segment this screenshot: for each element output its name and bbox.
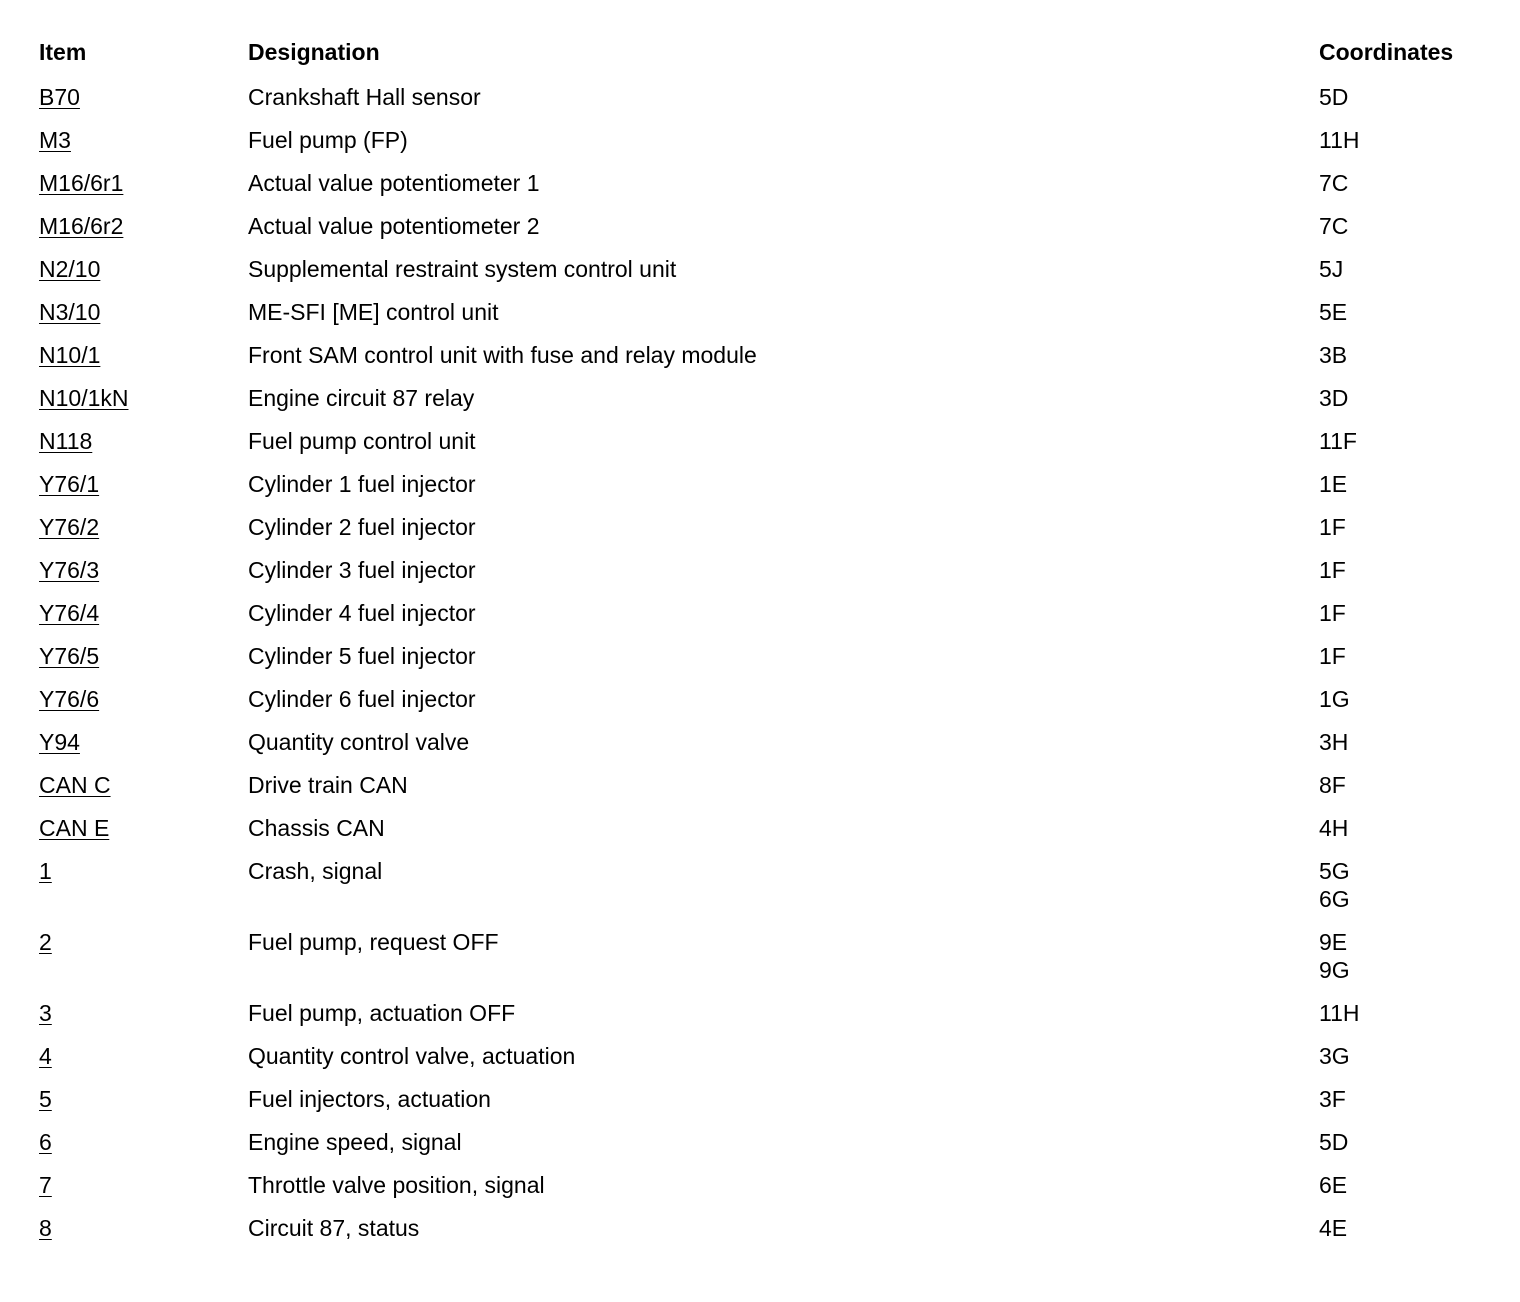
item-cell: [39, 685, 248, 713]
item-cell: [39, 1085, 248, 1113]
item-link[interactable]: Y76/6: [39, 686, 100, 712]
coordinates-cell: [1319, 169, 1479, 197]
designation-cell: Circuit 87, status: [248, 1215, 420, 1241]
item-link[interactable]: Y94: [39, 729, 80, 755]
table-row: [39, 678, 1479, 721]
item-link[interactable]: M16/6r2: [39, 213, 124, 239]
coordinates-cell: [1319, 1085, 1479, 1113]
coordinates-cell: [1319, 470, 1479, 498]
coordinate-value: 3B: [1319, 342, 1348, 368]
table-row: [39, 162, 1479, 205]
coordinate-value: 1F: [1319, 557, 1346, 583]
designation-cell: Actual value potentiometer 1: [248, 170, 540, 196]
coordinate-value: 1F: [1319, 514, 1346, 540]
legend-table: [39, 38, 1479, 1250]
coordinate-value: 4H: [1319, 815, 1349, 841]
table-row: [39, 377, 1479, 420]
table-row: [39, 992, 1479, 1035]
item-cell: [39, 513, 248, 541]
table-row: [39, 592, 1479, 635]
item-link[interactable]: 4: [39, 1043, 52, 1069]
item-cell: [39, 1171, 248, 1199]
item-cell: [39, 857, 248, 885]
coordinates-cell: [1319, 126, 1479, 154]
item-cell: [39, 83, 248, 111]
coordinates-cell: [1319, 1128, 1479, 1156]
item-cell: [39, 814, 248, 842]
item-cell: [39, 470, 248, 498]
designation-cell: Quantity control valve: [248, 729, 470, 755]
coordinates-cell: [1319, 771, 1479, 799]
coordinates-cell: [1319, 599, 1479, 627]
table-row: [39, 921, 1479, 992]
table-row: [39, 119, 1479, 162]
coordinates-cell: [1319, 814, 1479, 842]
table-row: [39, 1078, 1479, 1121]
item-cell: [39, 1128, 248, 1156]
coordinate-value: 3D: [1319, 385, 1349, 411]
table-row: [39, 807, 1479, 850]
designation-cell: Cylinder 6 fuel injector: [248, 686, 476, 712]
coordinates-cell: [1319, 341, 1479, 369]
item-cell: [39, 928, 248, 956]
designation-cell: Fuel pump control unit: [248, 428, 476, 454]
item-cell: [39, 212, 248, 240]
item-link[interactable]: M16/6r1: [39, 170, 124, 196]
item-cell: [39, 728, 248, 756]
table-row: [39, 1035, 1479, 1078]
coordinate-value: 8F: [1319, 772, 1346, 798]
designation-cell: Cylinder 5 fuel injector: [248, 643, 476, 669]
designation-cell: Quantity control valve, actuation: [248, 1043, 576, 1069]
coordinate-value: 11H: [1319, 127, 1360, 153]
item-link[interactable]: 1: [39, 858, 52, 884]
table-row: [39, 549, 1479, 592]
coordinate-value: 1E: [1319, 471, 1348, 497]
coordinate-value: 6G: [1319, 886, 1350, 912]
item-cell: [39, 599, 248, 627]
table-header: [39, 38, 1479, 76]
item-link[interactable]: CAN E: [39, 815, 110, 841]
header-item: Item: [39, 39, 87, 65]
item-cell: [39, 169, 248, 197]
coordinates-cell: [1319, 1214, 1479, 1242]
coordinates-cell: [1319, 556, 1479, 584]
table-row: [39, 463, 1479, 506]
item-link[interactable]: 5: [39, 1086, 52, 1112]
header-designation: Designation: [248, 39, 380, 65]
table-row: [39, 205, 1479, 248]
designation-cell: Crankshaft Hall sensor: [248, 84, 481, 110]
item-cell: [39, 298, 248, 326]
coordinate-value: 5D: [1319, 84, 1349, 110]
designation-cell: Cylinder 4 fuel injector: [248, 600, 476, 626]
table-row: [39, 291, 1479, 334]
designation-cell: Fuel pump (FP): [248, 127, 408, 153]
item-cell: [39, 1042, 248, 1070]
designation-cell: Engine speed, signal: [248, 1129, 462, 1155]
coordinate-value: 5G: [1319, 858, 1350, 884]
item-link[interactable]: 2: [39, 929, 52, 955]
item-link[interactable]: N3/10: [39, 299, 101, 325]
item-link[interactable]: M3: [39, 127, 71, 153]
designation-cell: Chassis CAN: [248, 815, 385, 841]
coordinates-cell: [1319, 427, 1479, 455]
item-link[interactable]: Y76/4: [39, 600, 100, 626]
table-row: [39, 1164, 1479, 1207]
coordinates-cell: [1319, 298, 1479, 326]
item-cell: [39, 1214, 248, 1242]
coordinates-cell: [1319, 999, 1479, 1027]
item-link[interactable]: B70: [39, 84, 80, 110]
designation-cell: Engine circuit 87 relay: [248, 385, 475, 411]
table-row: [39, 764, 1479, 807]
coordinates-cell: [1319, 513, 1479, 541]
table-row: [39, 635, 1479, 678]
coordinate-value: 4E: [1319, 1215, 1348, 1241]
table-row: [39, 1207, 1479, 1250]
table-body: [39, 76, 1479, 1250]
designation-cell: Cylinder 1 fuel injector: [248, 471, 476, 497]
item-link[interactable]: Y76/2: [39, 514, 100, 540]
designation-cell: Supplemental restraint system control unit: [248, 256, 677, 282]
designation-cell: Fuel pump, actuation OFF: [248, 1000, 516, 1026]
designation-cell: Crash, signal: [248, 858, 383, 884]
item-cell: [39, 384, 248, 412]
coordinate-value: 6E: [1319, 1172, 1348, 1198]
designation-cell: ME-SFI [ME] control unit: [248, 299, 499, 325]
item-link[interactable]: Y76/3: [39, 557, 100, 583]
item-cell: [39, 126, 248, 154]
table-row: [39, 248, 1479, 291]
designation-cell: Cylinder 2 fuel injector: [248, 514, 476, 540]
coordinates-cell: [1319, 728, 1479, 756]
item-link[interactable]: N2/10: [39, 256, 101, 282]
coordinate-value: 5J: [1319, 256, 1344, 282]
coordinates-cell: [1319, 83, 1479, 111]
table-row: [39, 420, 1479, 463]
coordinate-value: 1F: [1319, 643, 1346, 669]
coordinates-cell: [1319, 928, 1479, 984]
designation-cell: Actual value potentiometer 2: [248, 213, 540, 239]
designation-cell: Throttle valve position, signal: [248, 1172, 545, 1198]
item-link[interactable]: 8: [39, 1215, 52, 1241]
coordinate-value: 7C: [1319, 170, 1349, 196]
coordinate-value: 3F: [1319, 1086, 1346, 1112]
item-link[interactable]: 3: [39, 1000, 52, 1026]
coordinate-value: 11H: [1319, 1000, 1360, 1026]
coordinates-cell: [1319, 857, 1479, 913]
coordinate-value: 11F: [1319, 428, 1357, 454]
coordinates-cell: [1319, 212, 1479, 240]
table-row: [39, 721, 1479, 764]
coordinates-cell: [1319, 255, 1479, 283]
coordinate-value: 5E: [1319, 299, 1348, 325]
item-link[interactable]: N10/1: [39, 342, 101, 368]
table-row: [39, 1121, 1479, 1164]
header-coordinates: Coordinates: [1319, 39, 1454, 65]
item-cell: [39, 427, 248, 455]
coordinate-value: 5D: [1319, 1129, 1349, 1155]
item-cell: [39, 999, 248, 1027]
coordinates-cell: [1319, 1171, 1479, 1199]
item-cell: [39, 771, 248, 799]
item-link[interactable]: N118: [39, 428, 93, 454]
item-link[interactable]: CAN C: [39, 772, 111, 798]
table-row: [39, 850, 1479, 921]
designation-cell: Fuel pump, request OFF: [248, 929, 499, 955]
coordinates-cell: [1319, 384, 1479, 412]
coordinate-value: 7C: [1319, 213, 1349, 239]
item-cell: [39, 556, 248, 584]
coordinate-value: 9E: [1319, 929, 1348, 955]
coordinate-value: 3G: [1319, 1043, 1350, 1069]
item-link[interactable]: 7: [39, 1172, 52, 1198]
designation-cell: Drive train CAN: [248, 772, 408, 798]
coordinate-value: 1G: [1319, 686, 1350, 712]
item-link[interactable]: N10/1kN: [39, 385, 129, 411]
coordinate-value: 1F: [1319, 600, 1346, 626]
coordinate-value: 9G: [1319, 957, 1350, 983]
item-cell: [39, 642, 248, 670]
item-link[interactable]: Y76/5: [39, 643, 100, 669]
designation-cell: Front SAM control unit with fuse and relay module: [248, 342, 757, 368]
item-link[interactable]: 6: [39, 1129, 52, 1155]
item-cell: [39, 341, 248, 369]
table-row: [39, 76, 1479, 119]
table-row: [39, 506, 1479, 549]
item-link[interactable]: Y76/1: [39, 471, 100, 497]
coordinate-value: 3H: [1319, 729, 1349, 755]
designation-cell: Fuel injectors, actuation: [248, 1086, 491, 1112]
table-row: [39, 334, 1479, 377]
coordinates-cell: [1319, 685, 1479, 713]
designation-cell: Cylinder 3 fuel injector: [248, 557, 476, 583]
coordinates-cell: [1319, 642, 1479, 670]
coordinates-cell: [1319, 1042, 1479, 1070]
item-cell: [39, 255, 248, 283]
